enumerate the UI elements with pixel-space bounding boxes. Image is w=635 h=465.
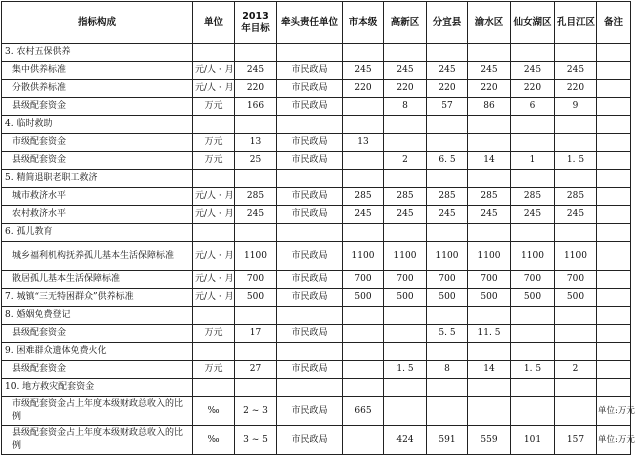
empty-cell (597, 44, 631, 62)
indicator-label: 县级配套资金 (2, 152, 193, 170)
city-level-cell: 13 (343, 134, 384, 152)
empty-cell (555, 44, 597, 62)
unit-cell: 万元 (193, 134, 235, 152)
empty-cell (384, 224, 427, 242)
fenyi-cell (427, 134, 468, 152)
unit-cell: 元/人 · 月 (193, 188, 235, 206)
header-fenyi: 分宜县 (427, 2, 468, 44)
empty-cell (343, 343, 384, 361)
empty-cell (427, 116, 468, 134)
indicator-label: 集中供养标准 (2, 62, 193, 80)
gaoxin-cell: 700 (384, 271, 427, 289)
indicator-label: 县级配套资金 (2, 361, 193, 379)
fenyi-cell: 8 (427, 361, 468, 379)
fenyi-cell (427, 397, 468, 426)
header-remarks: 备注 (597, 2, 631, 44)
table-row (2, 98, 631, 116)
remarks-cell (597, 242, 631, 271)
fenyi-cell: 245 (427, 206, 468, 224)
empty-cell (427, 379, 468, 397)
kongmujiang-cell: 1100 (555, 242, 597, 271)
empty-cell (511, 307, 555, 325)
city-level-cell: 700 (343, 271, 384, 289)
remarks-cell (597, 62, 631, 80)
indicator-label: 市级配套资金占上年度本级财政总收入的比例 (2, 397, 193, 426)
empty-cell (384, 307, 427, 325)
empty-cell (193, 44, 235, 62)
kongmujiang-cell: 157 (555, 426, 597, 455)
unit-cell: 元/人 · 月 (193, 271, 235, 289)
table-row (2, 206, 631, 224)
fenyi-cell: 245 (427, 62, 468, 80)
city-level-cell: 665 (343, 397, 384, 426)
section-label: 7. 城镇“三无特困群众”供养标准 (2, 289, 193, 307)
target-cell: 285 (235, 188, 277, 206)
gaoxin-cell: 245 (384, 62, 427, 80)
yushui-cell: 220 (468, 80, 511, 98)
empty-cell (468, 379, 511, 397)
remarks-cell (597, 361, 631, 379)
header-yushui: 渝水区 (468, 2, 511, 44)
target-cell: 3 ~ 5 (235, 426, 277, 455)
city-level-cell (343, 426, 384, 455)
xiannvhu-cell: 245 (511, 206, 555, 224)
remarks-cell (597, 206, 631, 224)
table-row (2, 271, 631, 289)
empty-cell (597, 307, 631, 325)
lead-unit-cell: 市民政局 (277, 361, 343, 379)
empty-cell (555, 343, 597, 361)
kongmujiang-cell: 220 (555, 80, 597, 98)
empty-cell (277, 343, 343, 361)
remarks-cell (597, 152, 631, 170)
lead-unit-cell: 市民政局 (277, 325, 343, 343)
indicator-label: 市级配套资金 (2, 134, 193, 152)
header-indicator: 指标构成 (2, 2, 193, 44)
kongmujiang-cell: 245 (555, 206, 597, 224)
unit-cell: 元/人 · 月 (193, 62, 235, 80)
city-level-cell: 285 (343, 188, 384, 206)
unit-cell: ‰ (193, 397, 235, 426)
xiannvhu-cell (511, 134, 555, 152)
empty-cell (343, 379, 384, 397)
lead-unit-cell: 市民政局 (277, 80, 343, 98)
kongmujiang-cell: 700 (555, 271, 597, 289)
empty-cell (597, 170, 631, 188)
kongmujiang-cell: 500 (555, 289, 597, 307)
target-cell: 500 (235, 289, 277, 307)
empty-cell (235, 343, 277, 361)
city-level-cell (343, 361, 384, 379)
lead-unit-cell: 市民政局 (277, 242, 343, 271)
fenyi-cell: 6. 5 (427, 152, 468, 170)
xiannvhu-cell: 220 (511, 80, 555, 98)
header-kongmujiang: 孔目江区 (555, 2, 597, 44)
empty-cell (427, 44, 468, 62)
empty-cell (343, 307, 384, 325)
empty-cell (343, 44, 384, 62)
unit-cell: ‰ (193, 426, 235, 455)
fenyi-cell: 500 (427, 289, 468, 307)
yushui-cell: 559 (468, 426, 511, 455)
lead-unit-cell: 市民政局 (277, 289, 343, 307)
empty-cell (193, 307, 235, 325)
indicator-label: 农村救济水平 (2, 206, 193, 224)
section-label: 6. 孤儿教育 (2, 224, 193, 242)
gaoxin-cell: 220 (384, 80, 427, 98)
table-row (2, 325, 631, 343)
remarks-cell (597, 271, 631, 289)
empty-cell (343, 170, 384, 188)
fenyi-cell: 5. 5 (427, 325, 468, 343)
empty-cell (343, 224, 384, 242)
empty-cell (511, 116, 555, 134)
target-cell: 245 (235, 62, 277, 80)
header-row (2, 2, 631, 44)
indicator-label: 城市救济水平 (2, 188, 193, 206)
kongmujiang-cell (555, 397, 597, 426)
xiannvhu-cell (511, 397, 555, 426)
empty-cell (468, 116, 511, 134)
empty-cell (468, 343, 511, 361)
empty-cell (193, 224, 235, 242)
empty-cell (427, 224, 468, 242)
section-label: 4. 临时救助 (2, 116, 193, 134)
empty-cell (468, 307, 511, 325)
gaoxin-cell: 1. 5 (384, 361, 427, 379)
yushui-cell: 245 (468, 62, 511, 80)
indicator-label: 城乡福利机构抚养孤儿基本生活保障标准 (2, 242, 193, 271)
lead-unit-cell: 市民政局 (277, 62, 343, 80)
table-row (2, 397, 631, 426)
remarks-cell (597, 325, 631, 343)
unit-cell: 元/人 · 月 (193, 206, 235, 224)
unit-cell: 万元 (193, 152, 235, 170)
city-level-cell: 1100 (343, 242, 384, 271)
city-level-cell: 500 (343, 289, 384, 307)
target-cell: 245 (235, 206, 277, 224)
section-row (2, 170, 631, 188)
fenyi-cell: 57 (427, 98, 468, 116)
target-cell: 166 (235, 98, 277, 116)
empty-cell (277, 379, 343, 397)
indicator-label: 分散供养标准 (2, 80, 193, 98)
city-level-cell: 220 (343, 80, 384, 98)
city-level-cell: 245 (343, 206, 384, 224)
fenyi-cell: 700 (427, 271, 468, 289)
empty-cell (384, 343, 427, 361)
table-row (2, 152, 631, 170)
empty-cell (468, 44, 511, 62)
policy-table (1, 1, 635, 455)
empty-cell (555, 307, 597, 325)
yushui-cell (468, 134, 511, 152)
kongmujiang-cell (555, 325, 597, 343)
indicator-label: 县级配套资金 (2, 98, 193, 116)
remarks-cell (597, 188, 631, 206)
target-cell: 1100 (235, 242, 277, 271)
empty-cell (277, 224, 343, 242)
unit-cell: 万元 (193, 98, 235, 116)
indicator-label: 县级配套资金 (2, 325, 193, 343)
empty-cell (235, 44, 277, 62)
gaoxin-cell: 500 (384, 289, 427, 307)
remarks-cell (597, 80, 631, 98)
header-gaoxin: 高新区 (384, 2, 427, 44)
city-level-cell (343, 325, 384, 343)
yushui-cell: 1100 (468, 242, 511, 271)
target-cell: 700 (235, 271, 277, 289)
lead-unit-cell: 市民政局 (277, 206, 343, 224)
empty-cell (193, 343, 235, 361)
fenyi-cell: 285 (427, 188, 468, 206)
empty-cell (555, 170, 597, 188)
lead-unit-cell: 市民政局 (277, 98, 343, 116)
gaoxin-cell (384, 134, 427, 152)
empty-cell (511, 170, 555, 188)
xiannvhu-cell (511, 325, 555, 343)
yushui-cell: 245 (468, 206, 511, 224)
target-cell: 220 (235, 80, 277, 98)
fenyi-cell: 591 (427, 426, 468, 455)
lead-unit-cell: 市民政局 (277, 134, 343, 152)
table-row (2, 134, 631, 152)
xiannvhu-cell: 500 (511, 289, 555, 307)
empty-cell (277, 170, 343, 188)
kongmujiang-cell: 285 (555, 188, 597, 206)
gaoxin-cell: 424 (384, 426, 427, 455)
kongmujiang-cell: 245 (555, 62, 597, 80)
unit-cell: 万元 (193, 361, 235, 379)
fenyi-cell: 220 (427, 80, 468, 98)
empty-cell (555, 379, 597, 397)
section-label: 9. 困难群众遗体免费火化 (2, 343, 193, 361)
empty-cell (468, 224, 511, 242)
header-xiannvhu: 仙女湖区 (511, 2, 555, 44)
kongmujiang-cell: 9 (555, 98, 597, 116)
empty-cell (384, 44, 427, 62)
empty-cell (511, 224, 555, 242)
empty-cell (277, 116, 343, 134)
remarks-cell: 单位:万元 (597, 397, 631, 426)
kongmujiang-cell (555, 134, 597, 152)
kongmujiang-cell: 1. 5 (555, 152, 597, 170)
header-target-2013: 2013 年目标 (235, 2, 277, 44)
empty-cell (235, 170, 277, 188)
section-row (2, 307, 631, 325)
gaoxin-cell: 1100 (384, 242, 427, 271)
table-body (2, 44, 635, 455)
section-row (2, 379, 631, 397)
section-row (2, 343, 631, 361)
unit-cell: 万元 (193, 325, 235, 343)
empty-cell (384, 170, 427, 188)
gaoxin-cell (384, 397, 427, 426)
fenyi-cell: 1100 (427, 242, 468, 271)
empty-cell (427, 343, 468, 361)
xiannvhu-cell: 6 (511, 98, 555, 116)
empty-cell (235, 224, 277, 242)
gaoxin-cell: 245 (384, 206, 427, 224)
section-label: 8. 婚姻免费登记 (2, 307, 193, 325)
empty-cell (468, 170, 511, 188)
table-row (2, 188, 631, 206)
empty-cell (384, 116, 427, 134)
lead-unit-cell: 市民政局 (277, 188, 343, 206)
section-row (2, 224, 631, 242)
empty-cell (384, 379, 427, 397)
unit-cell: 元/人 · 月 (193, 80, 235, 98)
empty-cell (193, 379, 235, 397)
yushui-cell: 285 (468, 188, 511, 206)
city-level-cell (343, 98, 384, 116)
yushui-cell: 700 (468, 271, 511, 289)
empty-cell (511, 44, 555, 62)
gaoxin-cell: 2 (384, 152, 427, 170)
empty-cell (193, 170, 235, 188)
target-cell: 25 (235, 152, 277, 170)
empty-cell (597, 224, 631, 242)
gaoxin-cell: 8 (384, 98, 427, 116)
indicator-label: 县级配套资金占上年度本级财政总收入的比例 (2, 426, 193, 455)
xiannvhu-cell: 101 (511, 426, 555, 455)
section-row (2, 116, 631, 134)
empty-cell (277, 44, 343, 62)
empty-cell (235, 116, 277, 134)
table-row (2, 62, 631, 80)
city-level-cell: 245 (343, 62, 384, 80)
table-row (2, 242, 631, 271)
empty-cell (511, 379, 555, 397)
yushui-cell: 14 (468, 361, 511, 379)
unit-cell: 元/人 · 月 (193, 242, 235, 271)
xiannvhu-cell: 1. 5 (511, 361, 555, 379)
xiannvhu-cell: 1 (511, 152, 555, 170)
empty-cell (235, 307, 277, 325)
yushui-cell: 500 (468, 289, 511, 307)
gaoxin-cell: 285 (384, 188, 427, 206)
section-label: 5. 精简退职老职工救济 (2, 170, 193, 188)
empty-cell (235, 379, 277, 397)
kongmujiang-cell: 2 (555, 361, 597, 379)
empty-cell (555, 116, 597, 134)
empty-cell (597, 343, 631, 361)
empty-cell (193, 116, 235, 134)
table-row (2, 426, 631, 455)
city-level-cell (343, 152, 384, 170)
target-cell: 17 (235, 325, 277, 343)
yushui-cell: 11. 5 (468, 325, 511, 343)
target-cell: 27 (235, 361, 277, 379)
xiannvhu-cell: 245 (511, 62, 555, 80)
remarks-cell: 单位:万元 (597, 426, 631, 455)
lead-unit-cell: 市民政局 (277, 397, 343, 426)
remarks-cell (597, 98, 631, 116)
empty-cell (511, 343, 555, 361)
remarks-cell (597, 289, 631, 307)
lead-unit-cell: 市民政局 (277, 152, 343, 170)
lead-unit-cell: 市民政局 (277, 271, 343, 289)
target-cell: 2 ~ 3 (235, 397, 277, 426)
gaoxin-cell (384, 325, 427, 343)
section-label: 3. 农村五保供养 (2, 44, 193, 62)
section-row (2, 44, 631, 62)
target-cell: 13 (235, 134, 277, 152)
xiannvhu-cell: 285 (511, 188, 555, 206)
remarks-cell (597, 134, 631, 152)
empty-cell (427, 307, 468, 325)
empty-cell (597, 379, 631, 397)
empty-cell (427, 170, 468, 188)
indicator-label: 散居孤儿基本生活保障标准 (2, 271, 193, 289)
empty-cell (597, 116, 631, 134)
empty-cell (555, 224, 597, 242)
yushui-cell: 14 (468, 152, 511, 170)
section-label: 10. 地方救灾配套资金 (2, 379, 193, 397)
xiannvhu-cell: 700 (511, 271, 555, 289)
table-row (2, 361, 631, 379)
header-unit: 单位 (193, 2, 235, 44)
xiannvhu-cell: 1100 (511, 242, 555, 271)
unit-cell: 元/人 · 月 (193, 289, 235, 307)
table-row (2, 80, 631, 98)
header-lead-unit: 牵头责任单位 (277, 2, 343, 44)
table-row (2, 289, 631, 307)
yushui-cell: 86 (468, 98, 511, 116)
lead-unit-cell: 市民政局 (277, 426, 343, 455)
yushui-cell (468, 397, 511, 426)
empty-cell (277, 307, 343, 325)
header-city-level: 市本级 (343, 2, 384, 44)
empty-cell (343, 116, 384, 134)
